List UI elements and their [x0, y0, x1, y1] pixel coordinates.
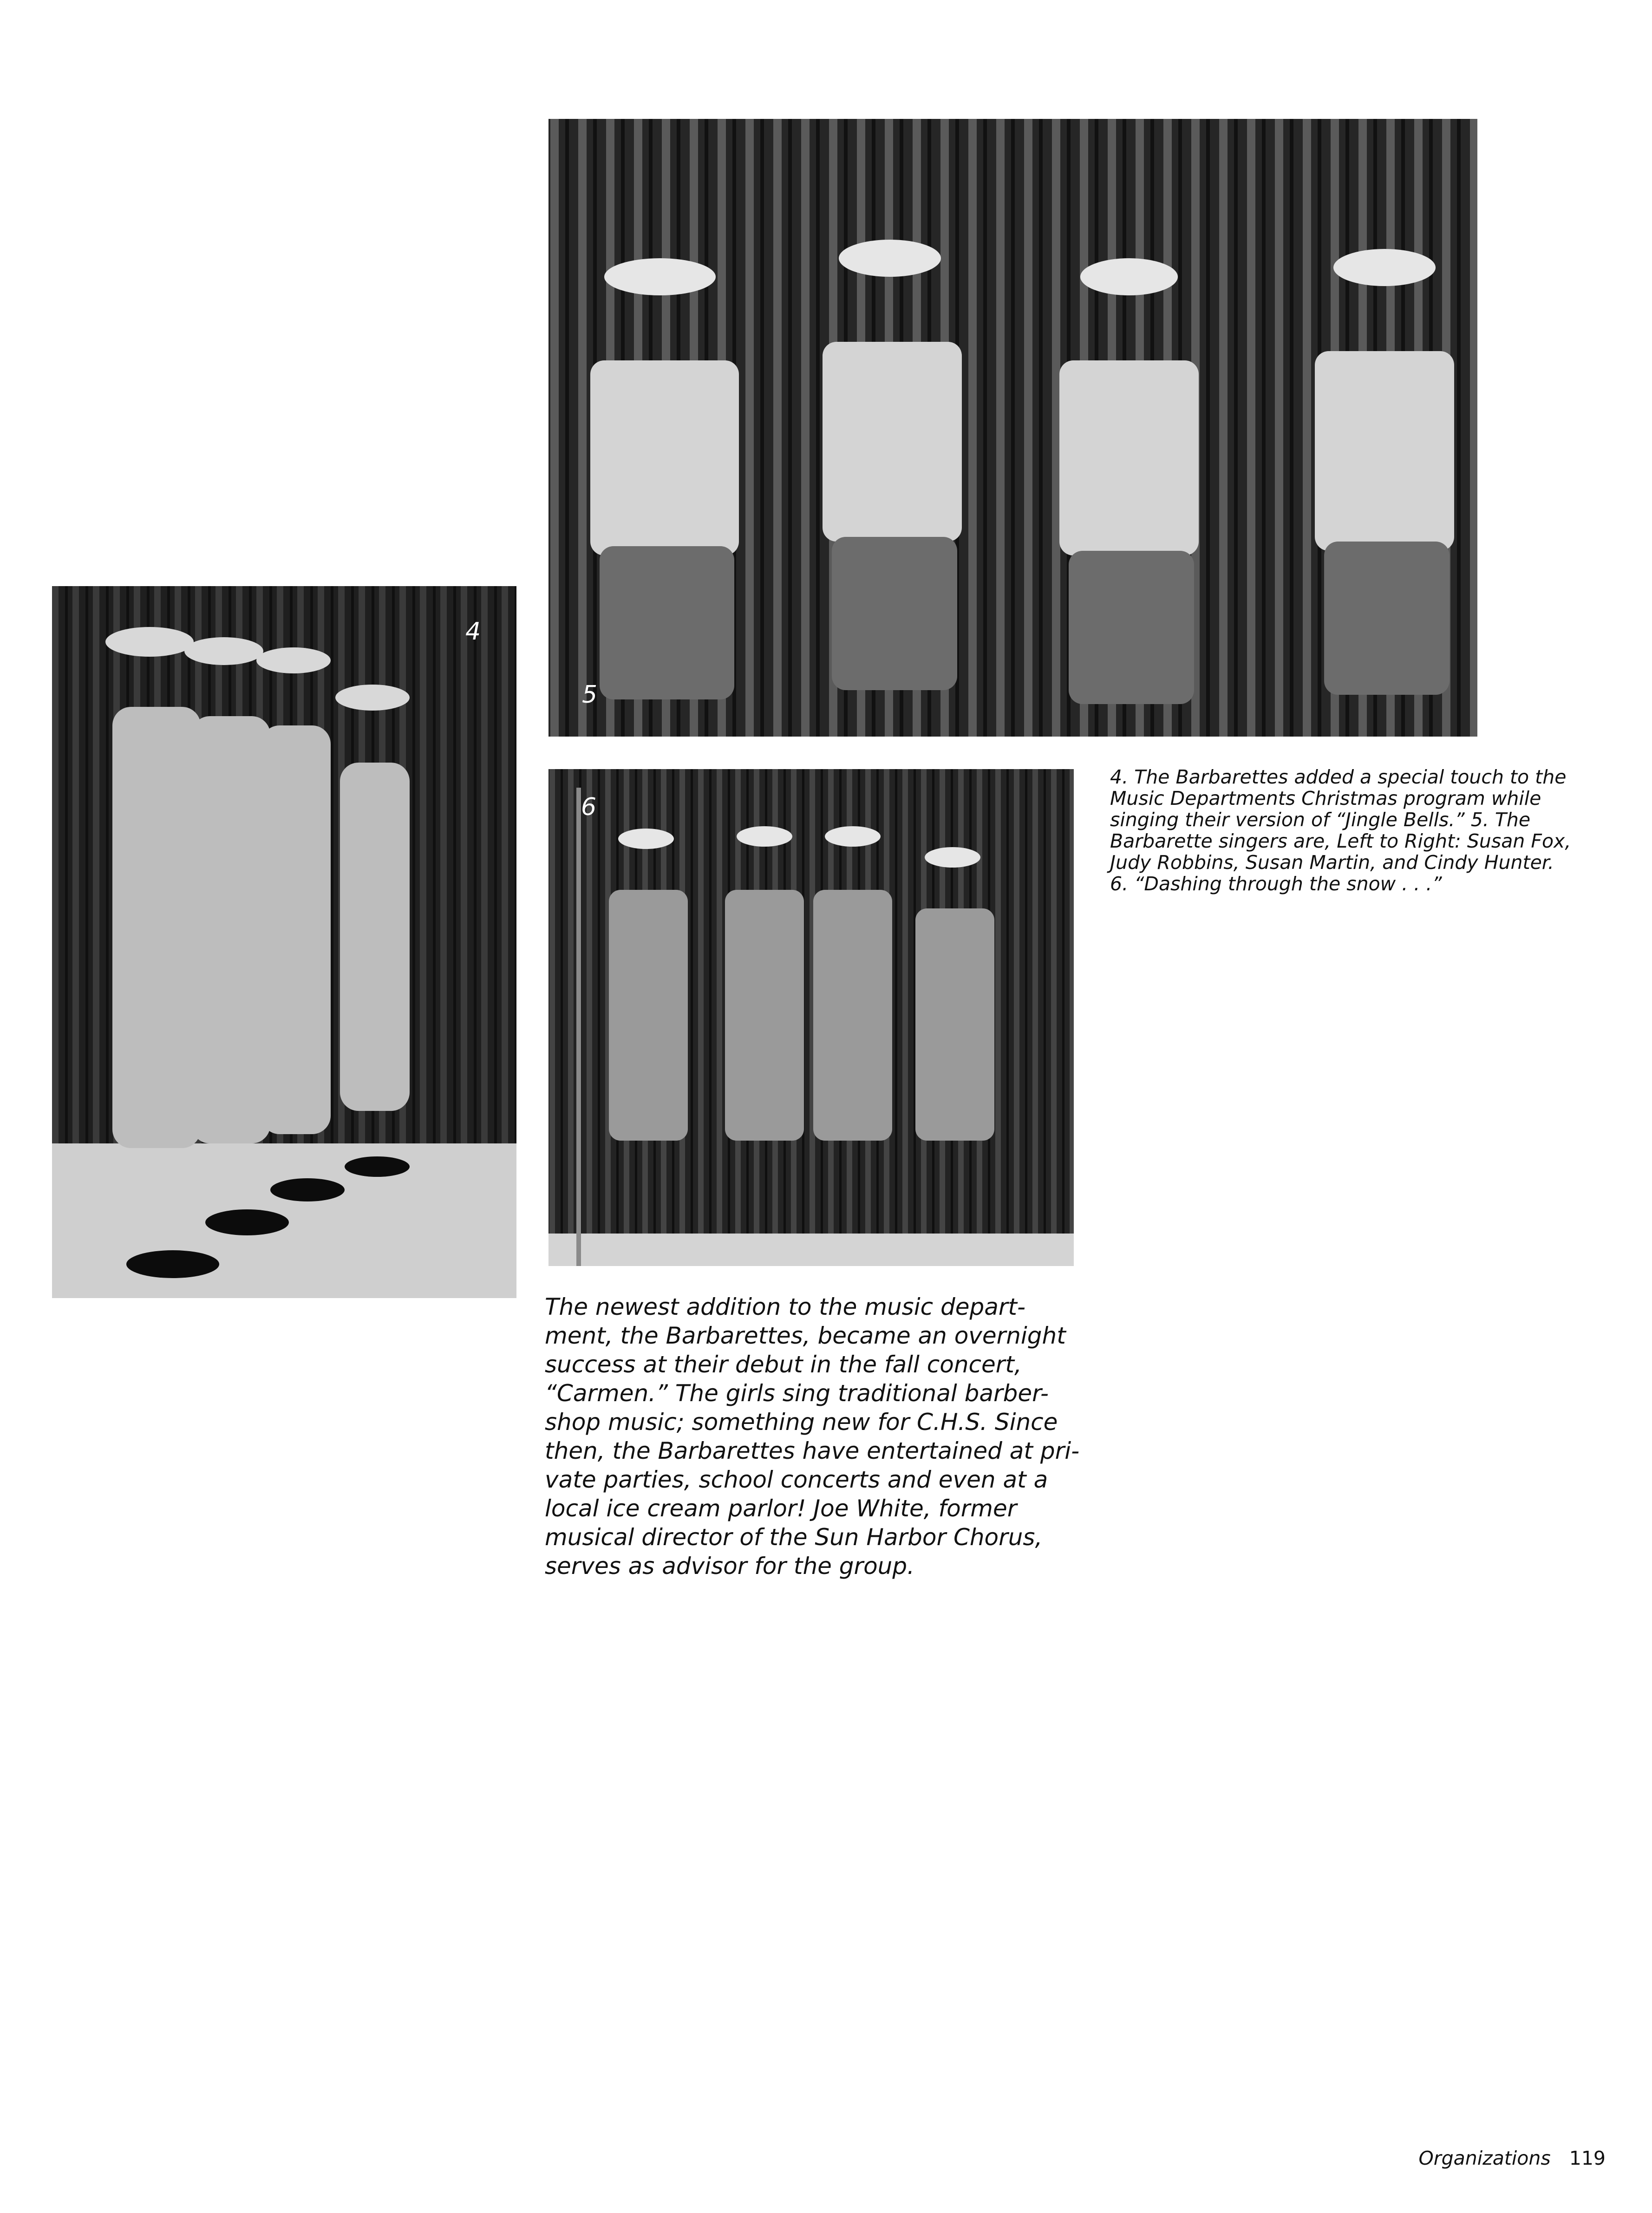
body-line: vate parties, school concerts and even at a — [545, 1466, 1048, 1493]
body-line: ment, the Barbarettes, became an overnight — [545, 1322, 1066, 1349]
page-number: 119 — [1569, 2147, 1606, 2169]
page-footer — [1419, 2147, 1606, 2169]
body-paragraph — [545, 1293, 1080, 1580]
section-name: Organizations — [1418, 2147, 1551, 2169]
photo-caption — [1110, 766, 1602, 894]
caption-line: Barbarette singers are, Left to Right: Susan Fox, — [1110, 830, 1571, 852]
body-line: musical director of the Sun Harbor Chorus, — [545, 1524, 1043, 1551]
photo-5 — [548, 119, 1477, 737]
photo-number: 5 — [582, 681, 598, 709]
photo-6 — [548, 769, 1074, 1266]
caption-line: Judy Robbins, Susan Martin, and Cindy Hunter. — [1110, 851, 1554, 874]
photo-4 — [52, 586, 516, 1298]
body-line: “Carmen.” The girls sing traditional barber- — [545, 1380, 1049, 1407]
body-line: then, the Barbarettes have entertained at pri- — [545, 1437, 1080, 1464]
photo-number: 4 — [465, 618, 481, 646]
caption-line: 4. The Barbarettes added a special touch to the — [1110, 766, 1567, 788]
body-line: serves as advisor for the group. — [545, 1553, 914, 1580]
photo-number: 6 — [581, 793, 597, 821]
body-line: shop music; something new for C.H.S. Since — [545, 1409, 1058, 1436]
body-line: The newest addition to the music depart- — [545, 1293, 1026, 1320]
body-line: success at their debut in the fall concert, — [545, 1351, 1022, 1378]
caption-line: Music Departments Christmas program while — [1110, 787, 1541, 809]
caption-line: 6. “Dashing through the snow . . .” — [1110, 873, 1442, 895]
body-line: local ice cream parlor! Joe White, former — [545, 1495, 1017, 1522]
caption-line: singing their version of “Jingle Bells.” 5. The — [1110, 809, 1531, 831]
